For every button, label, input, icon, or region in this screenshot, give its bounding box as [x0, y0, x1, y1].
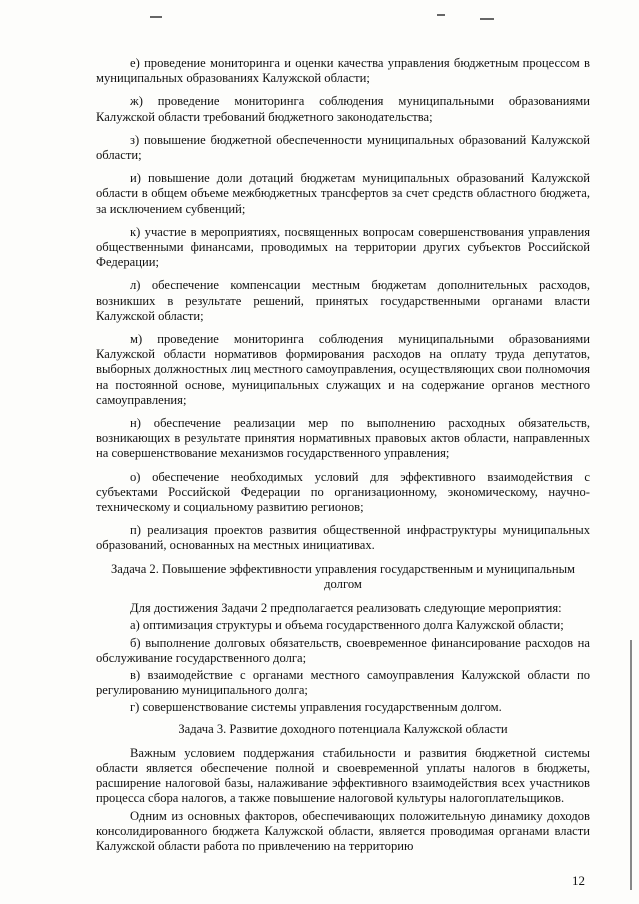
section-heading: Задача 3. Развитие доходного потенциала Калужской области	[178, 721, 508, 736]
list-item: з) повышение бюджетной обеспеченности муниципальных образований Калужской области;	[96, 132, 590, 163]
list-item: а) оптимизация структуры и объема государственного долга Калужской области;	[130, 618, 564, 633]
list-item: ж) проведение мониторинга соблюдения муниципальными образованиями Калужской области требований бюджетного законодательства;	[96, 94, 590, 124]
scan-mark	[150, 16, 162, 18]
list-item: о) обеспечение необходимых условий для эффективного взаимодействия с субъектами Российской Федерации по организационному, экономическому, научно-техническому и социальному развитию регионов;	[96, 469, 590, 515]
paragraph: Для достижения Задачи 2 предполагается реализовать следующие мероприятия:	[130, 601, 562, 616]
document-page	[96, 56, 590, 856]
scan-mark	[480, 18, 494, 20]
paragraph: Важным условием поддержания стабильности и развития бюджетной системы области является обеспечение полной и своевременной уплаты налогов в бюджеты, расширение налоговой базы, налаживание эффективного взаимодействия всех участников процесса сбора налогов, а также повышение налоговой культуры налогоплательщиков.	[96, 745, 590, 806]
section-heading: Задача 2. Повышение эффективности управления государственным и муниципальным долгом	[110, 561, 576, 591]
list-item: б) выполнение долговых обязательств, своевременное финансирование расходов на обслуживание государственного долга;	[96, 635, 590, 665]
paragraph: Одним из основных факторов, обеспечивающих положительную динамику доходов консолидированного бюджета Калужской области, является проводимая органами власти Калужской области работа по привлечению на территорию	[96, 808, 590, 853]
list-item: г) совершенствование системы управления государственным долгом.	[130, 700, 502, 715]
list-item: и) повышение доли дотаций бюджетам муниципальных образований Калужской области в общем объеме межбюджетных трансфертов за счет средств областного бюджета, за исключением субвенций;	[96, 171, 590, 216]
page-number: 12	[572, 873, 585, 888]
list-item: в) взаимодействие с органами местного самоуправления Калужской области по регулированию муниципального долга;	[96, 667, 590, 698]
list-item: е) проведение мониторинга и оценки качества управления бюджетным процессом в муниципальных образованиях Калужской области;	[96, 56, 590, 86]
list-item: м) проведение мониторинга соблюдения муниципальными образованиями Калужской области нормативов формирования расходов на оплату труда депутатов, выборных должностных лиц местного самоуправления, осуществляющих свои полномочия на постоянной основе, муниципальных служащих и на содержание органов местного самоуправления;	[96, 332, 590, 407]
scan-edge-line	[630, 640, 632, 890]
list-item: л) обеспечение компенсации местным бюджетам дополнительных расходов, возникших в результате решений, принятых государственными органами власти Калужской области;	[96, 278, 590, 323]
list-item: к) участие в мероприятиях, посвященных вопросам совершенствования управления общественными финансами, проводимых на территории других субъектов Российской Федерации;	[96, 224, 590, 270]
scan-mark	[437, 14, 445, 16]
list-item: п) реализация проектов развития общественной инфраструктуры муниципальных образований, основанных на местных инициативах.	[96, 523, 590, 553]
list-item: н) обеспечение реализации мер по выполнению расходных обязательств, возникающих в результате принятия нормативных правовых актов области, направленных на совершенствование механизмов государственного управления;	[96, 416, 590, 461]
